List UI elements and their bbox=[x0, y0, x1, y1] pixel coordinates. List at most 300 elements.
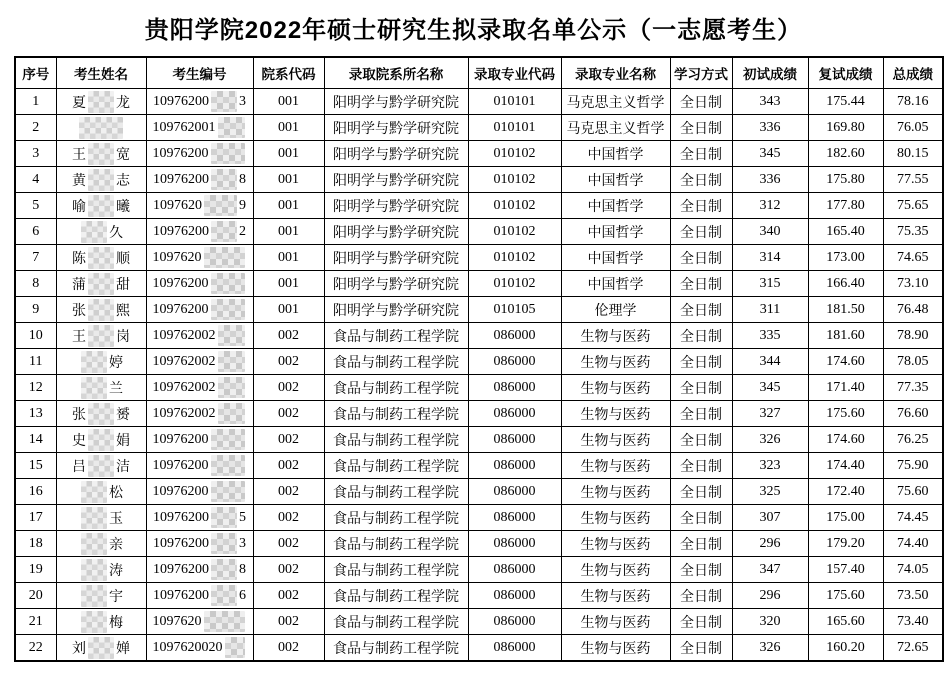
cell-major-code: 086000 bbox=[468, 323, 561, 349]
cell-major-name: 伦理学 bbox=[561, 297, 670, 323]
cell-major-code: 086000 bbox=[468, 401, 561, 427]
cell-total-score: 77.35 bbox=[883, 375, 943, 401]
redacted-name-block bbox=[88, 143, 114, 165]
cell-major-code: 086000 bbox=[468, 583, 561, 609]
cell-serial-number: 15 bbox=[15, 453, 56, 479]
cell-serial-number: 1 bbox=[15, 89, 56, 115]
cell-study-mode: 全日制 bbox=[670, 245, 732, 271]
id-visible-fragment: 2 bbox=[239, 223, 246, 239]
cell-serial-number: 5 bbox=[15, 193, 56, 219]
cell-total-score: 78.16 bbox=[883, 89, 943, 115]
cell-study-mode: 全日制 bbox=[670, 167, 732, 193]
cell-candidate-name bbox=[56, 89, 146, 115]
cell-initial-score: 344 bbox=[732, 349, 808, 375]
cell-department-name: 食品与制药工程学院 bbox=[324, 349, 468, 375]
cell-department-code: 002 bbox=[253, 479, 324, 505]
id-visible-fragment: 8 bbox=[239, 171, 246, 187]
name-visible-fragment: 志 bbox=[116, 173, 130, 189]
cell-retest-score: 166.40 bbox=[808, 271, 883, 297]
cell-study-mode: 全日制 bbox=[670, 609, 732, 635]
cell-department-code: 002 bbox=[253, 531, 324, 557]
cell-candidate-name bbox=[56, 531, 146, 557]
cell-candidate-id bbox=[146, 141, 253, 167]
cell-department-code: 001 bbox=[253, 193, 324, 219]
cell-serial-number: 17 bbox=[15, 505, 56, 531]
cell-candidate-name bbox=[56, 349, 146, 375]
name-visible-fragment: 喻 bbox=[72, 199, 86, 215]
header-department-name: 录取院系所名称 bbox=[324, 57, 468, 89]
header-major-code: 录取专业代码 bbox=[468, 57, 561, 89]
cell-study-mode: 全日制 bbox=[670, 505, 732, 531]
cell-candidate-name bbox=[56, 583, 146, 609]
cell-candidate-name bbox=[56, 297, 146, 323]
name-visible-fragment: 婵 bbox=[116, 641, 130, 657]
redacted-id-block bbox=[218, 403, 245, 424]
redacted-name-block bbox=[79, 117, 123, 139]
cell-serial-number: 18 bbox=[15, 531, 56, 557]
cell-major-code: 086000 bbox=[468, 557, 561, 583]
cell-major-name: 生物与医药 bbox=[561, 635, 670, 662]
cell-study-mode: 全日制 bbox=[670, 531, 732, 557]
redacted-name-block bbox=[81, 533, 107, 555]
cell-department-name: 阳明学与黔学研究院 bbox=[324, 297, 468, 323]
id-visible-fragment: 10976200 bbox=[152, 457, 209, 473]
cell-candidate-id bbox=[146, 427, 253, 453]
cell-total-score: 76.25 bbox=[883, 427, 943, 453]
header-row bbox=[15, 57, 943, 89]
redacted-id-block bbox=[218, 325, 245, 346]
id-visible-fragment: 1097620 bbox=[153, 197, 202, 213]
cell-total-score: 78.90 bbox=[883, 323, 943, 349]
name-visible-fragment: 张 bbox=[72, 407, 86, 423]
name-visible-fragment: 刘 bbox=[72, 641, 86, 657]
cell-major-name: 生物与医药 bbox=[561, 349, 670, 375]
name-visible-fragment: 王 bbox=[72, 329, 86, 345]
cell-major-code: 086000 bbox=[468, 531, 561, 557]
header-study-mode: 学习方式 bbox=[670, 57, 732, 89]
cell-department-code: 001 bbox=[253, 219, 324, 245]
header-total-score: 总成绩 bbox=[883, 57, 943, 89]
cell-department-code: 001 bbox=[253, 297, 324, 323]
name-visible-fragment: 梅 bbox=[109, 615, 123, 631]
cell-retest-score: 165.40 bbox=[808, 219, 883, 245]
cell-candidate-id bbox=[146, 401, 253, 427]
cell-initial-score: 343 bbox=[732, 89, 808, 115]
cell-study-mode: 全日制 bbox=[670, 635, 732, 662]
cell-department-name: 阳明学与黔学研究院 bbox=[324, 245, 468, 271]
id-visible-fragment: 10976200 bbox=[153, 93, 209, 109]
cell-retest-score: 175.80 bbox=[808, 167, 883, 193]
cell-department-name: 阳明学与黔学研究院 bbox=[324, 219, 468, 245]
name-visible-fragment: 岗 bbox=[116, 329, 130, 345]
name-visible-fragment: 洁 bbox=[116, 459, 130, 475]
cell-major-name: 马克思主义哲学 bbox=[561, 115, 670, 141]
table-row bbox=[15, 505, 943, 531]
cell-major-name: 生物与医药 bbox=[561, 375, 670, 401]
cell-candidate-name bbox=[56, 115, 146, 141]
cell-candidate-id bbox=[146, 297, 253, 323]
name-visible-fragment: 吕 bbox=[72, 459, 86, 475]
table-row bbox=[15, 609, 943, 635]
name-visible-fragment: 涛 bbox=[109, 563, 123, 579]
cell-candidate-name bbox=[56, 167, 146, 193]
cell-department-code: 001 bbox=[253, 167, 324, 193]
cell-candidate-id bbox=[146, 219, 253, 245]
redacted-name-block bbox=[81, 221, 107, 243]
cell-department-name: 食品与制药工程学院 bbox=[324, 323, 468, 349]
id-visible-fragment: 10976200 bbox=[153, 587, 209, 603]
redacted-id-block bbox=[211, 585, 237, 606]
cell-department-code: 001 bbox=[253, 141, 324, 167]
cell-retest-score: 160.20 bbox=[808, 635, 883, 662]
cell-initial-score: 325 bbox=[732, 479, 808, 505]
name-visible-fragment: 宽 bbox=[116, 147, 130, 163]
cell-candidate-name bbox=[56, 453, 146, 479]
cell-major-name: 生物与医药 bbox=[561, 531, 670, 557]
id-visible-fragment: 109762002 bbox=[152, 379, 216, 395]
table-row bbox=[15, 557, 943, 583]
cell-department-name: 阳明学与黔学研究院 bbox=[324, 271, 468, 297]
redacted-name-block bbox=[88, 273, 114, 295]
cell-candidate-name bbox=[56, 323, 146, 349]
redacted-id-block bbox=[211, 299, 245, 320]
cell-candidate-id bbox=[146, 89, 253, 115]
id-visible-fragment: 6 bbox=[239, 587, 246, 603]
cell-major-name: 生物与医药 bbox=[561, 505, 670, 531]
cell-candidate-name bbox=[56, 505, 146, 531]
id-visible-fragment: 109762002 bbox=[152, 405, 216, 421]
id-visible-fragment: 10976200 bbox=[152, 301, 209, 317]
name-visible-fragment: 张 bbox=[72, 303, 86, 319]
cell-department-code: 001 bbox=[253, 115, 324, 141]
cell-department-name: 食品与制药工程学院 bbox=[324, 557, 468, 583]
cell-major-name: 生物与医药 bbox=[561, 401, 670, 427]
cell-candidate-id bbox=[146, 375, 253, 401]
id-visible-fragment: 109762002 bbox=[152, 327, 216, 343]
cell-retest-score: 181.60 bbox=[808, 323, 883, 349]
cell-serial-number: 2 bbox=[15, 115, 56, 141]
cell-total-score: 73.10 bbox=[883, 271, 943, 297]
cell-serial-number: 14 bbox=[15, 427, 56, 453]
table-row bbox=[15, 323, 943, 349]
cell-initial-score: 320 bbox=[732, 609, 808, 635]
cell-initial-score: 312 bbox=[732, 193, 808, 219]
id-visible-fragment: 1097620 bbox=[152, 613, 202, 629]
redacted-id-block bbox=[211, 143, 245, 164]
redacted-name-block bbox=[88, 403, 114, 425]
cell-total-score: 75.35 bbox=[883, 219, 943, 245]
id-visible-fragment: 5 bbox=[239, 509, 246, 525]
cell-initial-score: 327 bbox=[732, 401, 808, 427]
cell-serial-number: 10 bbox=[15, 323, 56, 349]
cell-serial-number: 9 bbox=[15, 297, 56, 323]
redacted-name-block bbox=[81, 559, 107, 581]
id-visible-fragment: 10976200 bbox=[153, 223, 209, 239]
cell-study-mode: 全日制 bbox=[670, 141, 732, 167]
table-row bbox=[15, 401, 943, 427]
cell-serial-number: 8 bbox=[15, 271, 56, 297]
cell-total-score: 76.48 bbox=[883, 297, 943, 323]
cell-retest-score: 171.40 bbox=[808, 375, 883, 401]
cell-initial-score: 296 bbox=[732, 583, 808, 609]
cell-study-mode: 全日制 bbox=[670, 297, 732, 323]
redacted-id-block bbox=[218, 377, 245, 398]
cell-major-name: 生物与医药 bbox=[561, 479, 670, 505]
id-visible-fragment: 10976200 bbox=[153, 509, 209, 525]
cell-department-code: 002 bbox=[253, 453, 324, 479]
redacted-name-block bbox=[81, 611, 107, 633]
table-row bbox=[15, 193, 943, 219]
cell-serial-number: 13 bbox=[15, 401, 56, 427]
id-visible-fragment: 1097620 bbox=[152, 249, 202, 265]
cell-total-score: 76.60 bbox=[883, 401, 943, 427]
cell-initial-score: 335 bbox=[732, 323, 808, 349]
name-visible-fragment: 黄 bbox=[72, 173, 86, 189]
id-visible-fragment: 109762002 bbox=[152, 353, 216, 369]
name-visible-fragment: 熙 bbox=[116, 303, 130, 319]
id-visible-fragment: 109762001 bbox=[152, 119, 216, 135]
table-row bbox=[15, 583, 943, 609]
cell-serial-number: 20 bbox=[15, 583, 56, 609]
cell-candidate-id bbox=[146, 193, 253, 219]
cell-study-mode: 全日制 bbox=[670, 115, 732, 141]
name-visible-fragment: 史 bbox=[72, 433, 86, 449]
cell-department-code: 002 bbox=[253, 323, 324, 349]
cell-initial-score: 345 bbox=[732, 375, 808, 401]
cell-total-score: 80.15 bbox=[883, 141, 943, 167]
cell-total-score: 77.55 bbox=[883, 167, 943, 193]
redacted-id-block bbox=[211, 533, 237, 554]
cell-retest-score: 165.60 bbox=[808, 609, 883, 635]
cell-department-code: 001 bbox=[253, 271, 324, 297]
table-row bbox=[15, 141, 943, 167]
cell-initial-score: 347 bbox=[732, 557, 808, 583]
redacted-id-block bbox=[218, 351, 245, 372]
cell-retest-score: 174.40 bbox=[808, 453, 883, 479]
redacted-name-block bbox=[81, 377, 107, 399]
cell-candidate-id bbox=[146, 323, 253, 349]
cell-department-name: 阳明学与黔学研究院 bbox=[324, 115, 468, 141]
cell-department-name: 阳明学与黔学研究院 bbox=[324, 141, 468, 167]
cell-major-name: 中国哲学 bbox=[561, 141, 670, 167]
cell-serial-number: 16 bbox=[15, 479, 56, 505]
cell-candidate-name bbox=[56, 245, 146, 271]
redacted-id-block bbox=[204, 247, 245, 268]
cell-retest-score: 177.80 bbox=[808, 193, 883, 219]
cell-study-mode: 全日制 bbox=[670, 271, 732, 297]
cell-major-code: 086000 bbox=[468, 635, 561, 662]
cell-initial-score: 326 bbox=[732, 427, 808, 453]
cell-department-name: 食品与制药工程学院 bbox=[324, 583, 468, 609]
cell-candidate-name bbox=[56, 141, 146, 167]
cell-department-code: 002 bbox=[253, 609, 324, 635]
redacted-id-block bbox=[204, 611, 245, 632]
cell-candidate-id bbox=[146, 271, 253, 297]
cell-initial-score: 340 bbox=[732, 219, 808, 245]
cell-retest-score: 175.00 bbox=[808, 505, 883, 531]
cell-major-code: 010102 bbox=[468, 193, 561, 219]
cell-total-score: 75.65 bbox=[883, 193, 943, 219]
cell-retest-score: 175.44 bbox=[808, 89, 883, 115]
id-visible-fragment: 10976200 bbox=[152, 483, 209, 499]
cell-retest-score: 179.20 bbox=[808, 531, 883, 557]
cell-serial-number: 4 bbox=[15, 167, 56, 193]
name-visible-fragment: 娟 bbox=[116, 433, 130, 449]
cell-initial-score: 326 bbox=[732, 635, 808, 662]
cell-major-code: 010102 bbox=[468, 167, 561, 193]
redacted-id-block bbox=[211, 559, 237, 580]
cell-major-code: 010105 bbox=[468, 297, 561, 323]
header-retest-score: 复试成绩 bbox=[808, 57, 883, 89]
cell-study-mode: 全日制 bbox=[670, 583, 732, 609]
cell-department-code: 001 bbox=[253, 89, 324, 115]
cell-department-name: 食品与制药工程学院 bbox=[324, 427, 468, 453]
admission-table bbox=[14, 56, 944, 662]
cell-initial-score: 323 bbox=[732, 453, 808, 479]
name-visible-fragment: 蒲 bbox=[72, 277, 86, 293]
cell-serial-number: 12 bbox=[15, 375, 56, 401]
cell-candidate-id bbox=[146, 557, 253, 583]
table-row bbox=[15, 167, 943, 193]
cell-retest-score: 157.40 bbox=[808, 557, 883, 583]
cell-study-mode: 全日制 bbox=[670, 349, 732, 375]
redacted-id-block bbox=[211, 91, 237, 112]
table-row bbox=[15, 453, 943, 479]
cell-major-code: 086000 bbox=[468, 479, 561, 505]
cell-department-code: 002 bbox=[253, 583, 324, 609]
redacted-id-block bbox=[211, 455, 245, 476]
cell-department-name: 食品与制药工程学院 bbox=[324, 531, 468, 557]
table-row bbox=[15, 219, 943, 245]
redacted-name-block bbox=[88, 91, 114, 113]
cell-department-name: 食品与制药工程学院 bbox=[324, 453, 468, 479]
redacted-name-block bbox=[88, 637, 114, 659]
cell-initial-score: 345 bbox=[732, 141, 808, 167]
cell-candidate-id bbox=[146, 115, 253, 141]
cell-major-code: 086000 bbox=[468, 375, 561, 401]
id-visible-fragment: 3 bbox=[239, 93, 246, 109]
cell-major-code: 010102 bbox=[468, 245, 561, 271]
cell-candidate-name bbox=[56, 271, 146, 297]
cell-candidate-id bbox=[146, 349, 253, 375]
name-visible-fragment: 甜 bbox=[116, 277, 130, 293]
id-visible-fragment: 8 bbox=[239, 561, 246, 577]
name-visible-fragment: 顺 bbox=[116, 251, 130, 267]
redacted-id-block bbox=[211, 273, 245, 294]
redacted-id-block bbox=[211, 507, 237, 528]
page-title: 贵阳学院2022年硕士研究生拟录取名单公示（一志愿考生） bbox=[144, 17, 803, 44]
cell-retest-score: 173.00 bbox=[808, 245, 883, 271]
cell-retest-score: 181.50 bbox=[808, 297, 883, 323]
cell-candidate-name bbox=[56, 375, 146, 401]
redacted-name-block bbox=[88, 299, 114, 321]
name-visible-fragment: 亲 bbox=[109, 537, 123, 553]
cell-retest-score: 172.40 bbox=[808, 479, 883, 505]
redacted-id-block bbox=[218, 117, 245, 138]
cell-initial-score: 314 bbox=[732, 245, 808, 271]
cell-total-score: 72.65 bbox=[883, 635, 943, 662]
redacted-name-block bbox=[88, 195, 114, 217]
table-row bbox=[15, 375, 943, 401]
cell-serial-number: 11 bbox=[15, 349, 56, 375]
header-serial-number: 序号 bbox=[15, 57, 56, 89]
redacted-name-block bbox=[88, 429, 114, 451]
cell-major-name: 中国哲学 bbox=[561, 219, 670, 245]
cell-major-name: 生物与医药 bbox=[561, 453, 670, 479]
cell-major-name: 生物与医药 bbox=[561, 583, 670, 609]
name-visible-fragment: 龙 bbox=[116, 95, 130, 111]
cell-total-score: 73.50 bbox=[883, 583, 943, 609]
cell-department-name: 食品与制药工程学院 bbox=[324, 635, 468, 662]
cell-department-name: 阳明学与黔学研究院 bbox=[324, 193, 468, 219]
redacted-name-block bbox=[81, 585, 107, 607]
cell-candidate-id bbox=[146, 167, 253, 193]
cell-candidate-id bbox=[146, 245, 253, 271]
id-visible-fragment: 1097620020 bbox=[152, 639, 223, 655]
name-visible-fragment: 兰 bbox=[109, 381, 123, 397]
id-visible-fragment: 10976200 bbox=[152, 145, 209, 161]
cell-study-mode: 全日制 bbox=[670, 323, 732, 349]
name-visible-fragment: 曦 bbox=[116, 199, 130, 215]
cell-total-score: 75.90 bbox=[883, 453, 943, 479]
cell-initial-score: 311 bbox=[732, 297, 808, 323]
id-visible-fragment: 10976200 bbox=[153, 535, 209, 551]
redacted-id-block bbox=[211, 481, 245, 502]
cell-candidate-name bbox=[56, 401, 146, 427]
table-row bbox=[15, 531, 943, 557]
cell-total-score: 75.60 bbox=[883, 479, 943, 505]
cell-major-code: 086000 bbox=[468, 609, 561, 635]
cell-retest-score: 175.60 bbox=[808, 401, 883, 427]
name-visible-fragment: 陈 bbox=[72, 251, 86, 267]
redacted-name-block bbox=[88, 325, 114, 347]
cell-major-code: 010102 bbox=[468, 271, 561, 297]
cell-major-name: 生物与医药 bbox=[561, 557, 670, 583]
cell-total-score: 74.45 bbox=[883, 505, 943, 531]
table-row bbox=[15, 427, 943, 453]
table-row bbox=[15, 479, 943, 505]
cell-serial-number: 7 bbox=[15, 245, 56, 271]
cell-retest-score: 182.60 bbox=[808, 141, 883, 167]
cell-candidate-name bbox=[56, 193, 146, 219]
name-visible-fragment: 松 bbox=[109, 485, 123, 501]
redacted-id-block bbox=[211, 169, 237, 190]
cell-study-mode: 全日制 bbox=[670, 479, 732, 505]
cell-serial-number: 19 bbox=[15, 557, 56, 583]
cell-candidate-name bbox=[56, 557, 146, 583]
cell-retest-score: 169.80 bbox=[808, 115, 883, 141]
name-visible-fragment: 久 bbox=[109, 225, 123, 241]
id-visible-fragment: 3 bbox=[239, 535, 246, 551]
cell-major-name: 中国哲学 bbox=[561, 271, 670, 297]
cell-major-code: 010102 bbox=[468, 219, 561, 245]
cell-initial-score: 315 bbox=[732, 271, 808, 297]
cell-department-name: 食品与制药工程学院 bbox=[324, 375, 468, 401]
cell-major-name: 生物与医药 bbox=[561, 323, 670, 349]
redacted-id-block bbox=[204, 195, 237, 216]
cell-major-code: 086000 bbox=[468, 505, 561, 531]
cell-candidate-name bbox=[56, 219, 146, 245]
cell-retest-score: 174.60 bbox=[808, 349, 883, 375]
cell-department-code: 002 bbox=[253, 401, 324, 427]
name-visible-fragment: 玉 bbox=[109, 511, 123, 527]
cell-candidate-id bbox=[146, 609, 253, 635]
redacted-id-block bbox=[225, 637, 245, 658]
cell-department-name: 食品与制药工程学院 bbox=[324, 609, 468, 635]
id-visible-fragment: 9 bbox=[239, 197, 246, 213]
cell-department-name: 食品与制药工程学院 bbox=[324, 479, 468, 505]
cell-serial-number: 3 bbox=[15, 141, 56, 167]
